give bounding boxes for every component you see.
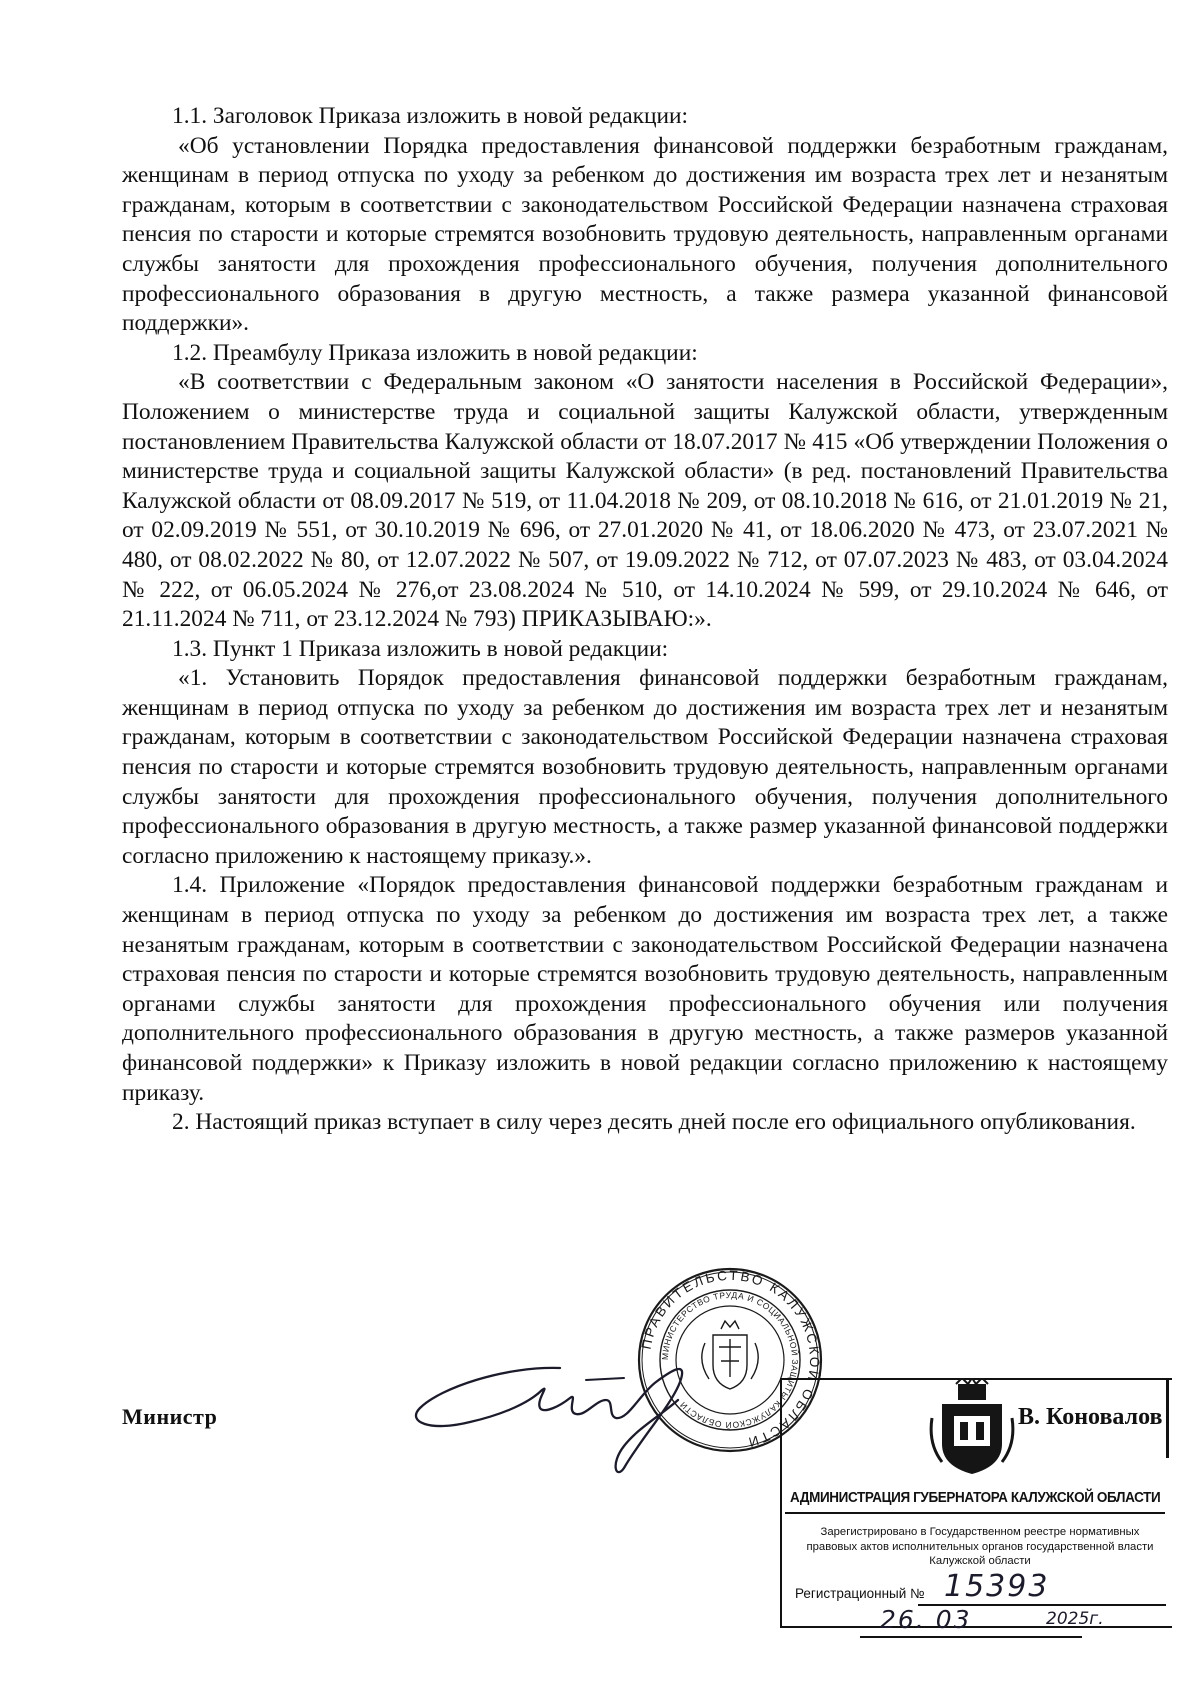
- registration-description: Зарегистрировано в Государственном реестре нормативных правовых актов исполнительных органов государственной власти Калужской области: [806, 1526, 1154, 1567]
- paragraph-1-3: 1.3. Пункт 1 Приказа изложить в новой редакции:: [172, 635, 669, 662]
- registration-number-label: Регистрационный №: [795, 1586, 925, 1601]
- paragraph-1-1: 1.1. Заголовок Приказа изложить в новой редакции:: [172, 103, 689, 129]
- order-body: [122, 102, 1168, 1138]
- paragraph-1-4: 1.4. Приложение «Порядок предоставления финансовой поддержки безработным гражданам и женщинам в период отпуска по уходу за ребенком до достижения им возраста трех лет, а также незанятым гражданам, которым в соответствии с законодательством Российской Федерации назначена страховая пенсия по старости и которые стремятся возобновить трудовую деятельность, направленным органами службы занятости для прохождения профессионального обучения или получения дополнительного профессионального образования в другую местность, а также размеров указанной финансовой поддержки» к Приказу изложить в новой редакции согласно приложению к настоящему приказу.: [122, 872, 1168, 1106]
- paragraph-1-2: 1.2. Преамбулу Приказа изложить в новой редакции:: [172, 339, 698, 366]
- paragraph-1-1-quote: «Об установлении Порядка предоставления финансовой поддержки безработным гражданам, женщинам в период отпуска по уходу за ребенком до достижения им возраста трех лет и незанятым гражданам, которым в соответствии с законодательством Российской Федерации назначена страховая пенсия по старости и которые стремятся возобновить трудовую деятельность, направленным органами службы занятости для прохождения профессионального обучения, получения дополнительного профессионального образования в другую местность, а также размера указанной финансовой поддержки».: [122, 132, 1168, 337]
- seal-inner-text: МИНИСТЕРСТВО ТРУДА И СОЦИАЛЬНОЙ ЗАЩИТЫ КАЛУЖСКОЙ ОБЛАСТИ: [659, 1289, 801, 1431]
- registration-year: 2025г.: [1046, 1609, 1104, 1629]
- registration-divider: [785, 1512, 1165, 1514]
- seal-outer-text: ПРАВИТЕЛЬСТВО КАЛУЖСКОЙ ОБЛАСТИ: [638, 1267, 823, 1451]
- paragraph-1-2-quote: «В соответствии с Федеральным законом «О занятости населения в Российской Федерации», Положением о министерстве труда и социальной защиты Калужской области, утвержденным постановлением Правительства Калужской области от 18.07.2017 № 415 «Об утверждении Положения о министерстве труда и социальной защиты Калужской области» (в ред. постановлений Правительства Калужской области от 08.09.2017 № 519, от 11.04.2018 № 209, от 08.10.2018 № 616, от 21.01.2019 № 21, от 02.09.2019 № 551, от 30.10.2019 № 696, от 27.01.2020 № 41, от 18.06.2020 № 473, от 23.07.2021 № 480, от 08.02.2022 № 80, от 12.07.2022 № 507, от 19.09.2022 № 712, от 07.07.2023 № 483, от 03.04.2024 № 222, от 06.05.2024 № 276,от 23.08.2024 № 510, от 14.10.2024 № 599, от 29.10.2024 № 646, от 21.11.2024 № 711, от 23.12.2024 № 793) ПРИКАЗЫВАЮ:».: [122, 369, 1168, 633]
- registration-date: 26. 03: [880, 1605, 972, 1634]
- registration-authority: АДМИНИСТРАЦИЯ ГУБЕРНАТОРА КАЛУЖСКОЙ ОБЛАСТИ: [790, 1490, 1161, 1506]
- minister-title: Министр: [122, 1404, 218, 1429]
- registration-number-value: 15393: [944, 1569, 1050, 1604]
- handwritten-signature: [410, 1360, 750, 1480]
- paragraph-1-3-quote: «1. Установить Порядок предоставления финансовой поддержки безработным гражданам, женщинам в период отпуска по уходу за ребенком до достижения им возраста трех лет и незанятым гражданам, которым в соответствии с законодательством Российской Федерации назначена страховая пенсия по старости и которые стремятся возобновить трудовую деятельность, направленным органами службы занятости для прохождения профессионального обучения, получения дополнительного профессионального образования в другую местность, а также размер указанной финансовой поддержки согласно приложению к настоящему приказу.».: [122, 665, 1168, 869]
- kaluga-emblem-icon: [928, 1378, 1016, 1478]
- registration-date-underline: [860, 1636, 1082, 1638]
- paragraph-2: 2. Настоящий приказ вступает в силу через десять дней после его официального опубликования.: [172, 1109, 1136, 1136]
- minister-name: В. Коновалов: [1018, 1404, 1163, 1430]
- registration-stamp-edge: [1166, 1378, 1169, 1458]
